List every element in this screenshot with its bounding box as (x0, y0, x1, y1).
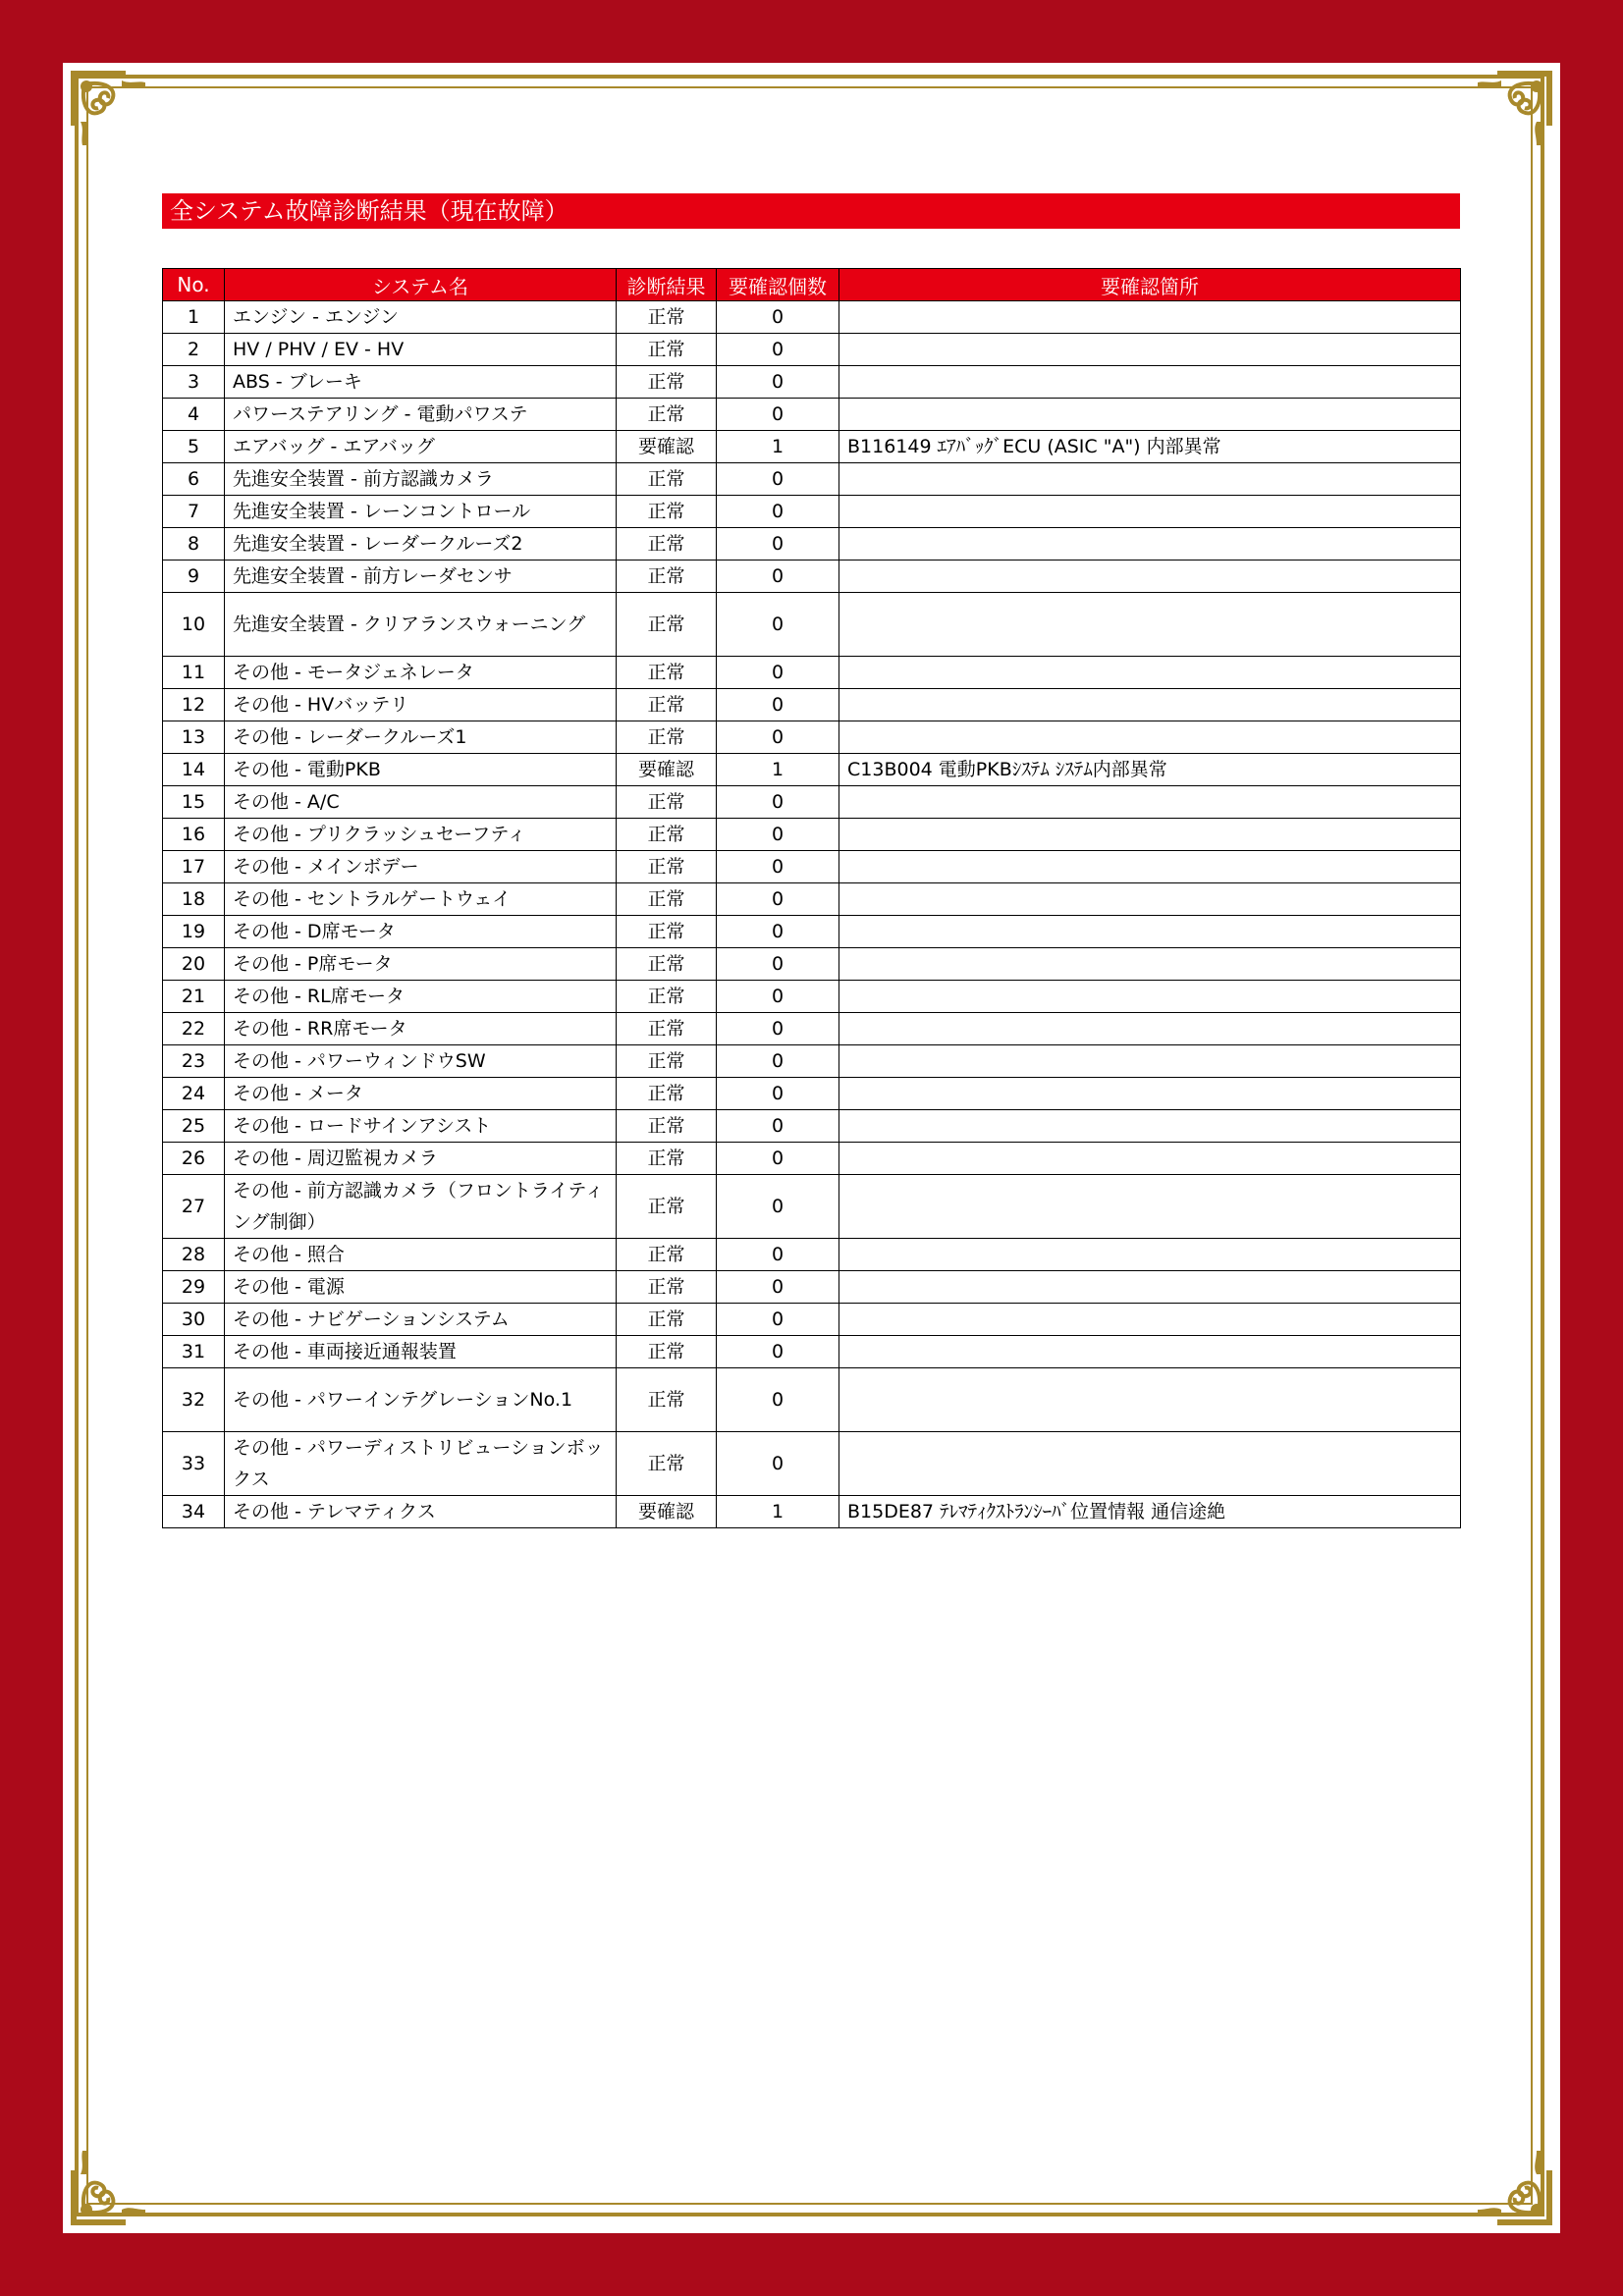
table-row (163, 1336, 1461, 1368)
table-row (163, 981, 1461, 1013)
cell-result: 正常 (617, 657, 717, 689)
table-row (163, 1045, 1461, 1078)
column-header-no: No. (163, 269, 225, 301)
cell-count: 0 (717, 399, 839, 431)
cell-system: その他 - 車両接近通報装置 (225, 1336, 617, 1368)
table-row (163, 721, 1461, 754)
cell-count: 0 (717, 1271, 839, 1304)
cell-count: 0 (717, 981, 839, 1013)
section-title: 全システム故障診断結果（現在故障） (162, 193, 1460, 229)
cell-detail (839, 561, 1461, 593)
cell-detail (839, 1336, 1461, 1368)
table-row (163, 496, 1461, 528)
cell-detail: B15DE87 ﾃﾚﾏﾃｨｸｽﾄﾗﾝｼｰﾊﾞ位置情報 通信途絶 (839, 1496, 1461, 1528)
cell-system: その他 - テレマティクス (225, 1496, 617, 1528)
cell-no: 14 (163, 754, 225, 786)
cell-count: 1 (717, 431, 839, 463)
cell-detail (839, 1271, 1461, 1304)
cell-result: 正常 (617, 786, 717, 819)
cell-system: エンジン - エンジン (225, 301, 617, 334)
cell-detail (839, 1013, 1461, 1045)
cell-system: その他 - 電源 (225, 1271, 617, 1304)
cell-detail (839, 399, 1461, 431)
table-row (163, 1013, 1461, 1045)
cell-no: 34 (163, 1496, 225, 1528)
cell-system: その他 - RR席モータ (225, 1013, 617, 1045)
cell-system: その他 - パワーインテグレーションNo.1 (225, 1368, 617, 1432)
cell-detail (839, 786, 1461, 819)
cell-no: 3 (163, 366, 225, 399)
cell-system: その他 - 前方認識カメラ（フロントライティング制御） (225, 1175, 617, 1239)
cell-no: 27 (163, 1175, 225, 1239)
cell-result: 正常 (617, 819, 717, 851)
cell-detail (839, 1110, 1461, 1143)
cell-result: 要確認 (617, 1496, 717, 1528)
cell-result: 正常 (617, 496, 717, 528)
cell-no: 15 (163, 786, 225, 819)
corner-ornament-icon (1468, 2141, 1556, 2229)
cell-count: 0 (717, 528, 839, 561)
cell-system: その他 - RL席モータ (225, 981, 617, 1013)
cell-system: その他 - プリクラッシュセーフティ (225, 819, 617, 851)
cell-system: その他 - 照合 (225, 1239, 617, 1271)
cell-no: 18 (163, 883, 225, 916)
cell-count: 0 (717, 916, 839, 948)
cell-detail (839, 819, 1461, 851)
cell-result: 正常 (617, 721, 717, 754)
cell-count: 0 (717, 593, 839, 657)
cell-no: 6 (163, 463, 225, 496)
cell-system: その他 - ロードサインアシスト (225, 1110, 617, 1143)
cell-detail: C13B004 電動PKBｼｽﾃﾑ ｼｽﾃﾑ内部異常 (839, 754, 1461, 786)
cell-count: 0 (717, 334, 839, 366)
cell-count: 0 (717, 786, 839, 819)
cell-no: 17 (163, 851, 225, 883)
cell-no: 12 (163, 689, 225, 721)
column-header-system: システム名 (225, 269, 617, 301)
cell-detail (839, 689, 1461, 721)
cell-result: 正常 (617, 1143, 717, 1175)
cell-result: 正常 (617, 1336, 717, 1368)
column-header-detail: 要確認箇所 (839, 269, 1461, 301)
cell-no: 21 (163, 981, 225, 1013)
cell-result: 要確認 (617, 754, 717, 786)
table-row (163, 689, 1461, 721)
cell-count: 0 (717, 301, 839, 334)
cell-detail (839, 1432, 1461, 1496)
cell-no: 8 (163, 528, 225, 561)
cell-system: その他 - レーダークルーズ1 (225, 721, 617, 754)
cell-count: 0 (717, 819, 839, 851)
cell-result: 正常 (617, 981, 717, 1013)
table-row (163, 399, 1461, 431)
cell-result: 正常 (617, 948, 717, 981)
cell-no: 32 (163, 1368, 225, 1432)
cell-no: 19 (163, 916, 225, 948)
cell-result: 正常 (617, 851, 717, 883)
cell-result: 正常 (617, 1078, 717, 1110)
table-row (163, 528, 1461, 561)
cell-detail: B116149 ｴｱﾊﾞｯｸﾞECU (ASIC "A") 内部異常 (839, 431, 1461, 463)
cell-no: 25 (163, 1110, 225, 1143)
cell-count: 0 (717, 721, 839, 754)
cell-no: 31 (163, 1336, 225, 1368)
cell-detail (839, 496, 1461, 528)
cell-count: 0 (717, 463, 839, 496)
cell-result: 正常 (617, 334, 717, 366)
cell-count: 0 (717, 1110, 839, 1143)
cell-count: 0 (717, 689, 839, 721)
cell-result: 正常 (617, 1271, 717, 1304)
cell-result: 正常 (617, 1368, 717, 1432)
cell-detail (839, 948, 1461, 981)
table-row (163, 1432, 1461, 1496)
table-row (163, 1143, 1461, 1175)
table-row (163, 301, 1461, 334)
cell-system: その他 - パワーディストリビューションボックス (225, 1432, 617, 1496)
cell-detail (839, 528, 1461, 561)
cell-detail (839, 1175, 1461, 1239)
table-row (163, 916, 1461, 948)
cell-detail (839, 981, 1461, 1013)
cell-system: その他 - P席モータ (225, 948, 617, 981)
cell-no: 9 (163, 561, 225, 593)
cell-no: 10 (163, 593, 225, 657)
cell-system: その他 - メインボデー (225, 851, 617, 883)
cell-no: 30 (163, 1304, 225, 1336)
cell-system: その他 - 周辺監視カメラ (225, 1143, 617, 1175)
cell-system: 先進安全装置 - 前方レーダセンサ (225, 561, 617, 593)
cell-count: 0 (717, 657, 839, 689)
table-row (163, 463, 1461, 496)
cell-detail (839, 1239, 1461, 1271)
cell-detail (839, 1143, 1461, 1175)
table-row (163, 819, 1461, 851)
cell-system: 先進安全装置 - クリアランスウォーニング (225, 593, 617, 657)
cell-count: 0 (717, 1432, 839, 1496)
cell-system: エアバッグ - エアバッグ (225, 431, 617, 463)
cell-no: 23 (163, 1045, 225, 1078)
cell-count: 0 (717, 1013, 839, 1045)
cell-result: 正常 (617, 301, 717, 334)
cell-result: 正常 (617, 593, 717, 657)
table-header-row (163, 269, 1461, 301)
cell-system: 先進安全装置 - 前方認識カメラ (225, 463, 617, 496)
cell-count: 1 (717, 754, 839, 786)
cell-count: 0 (717, 883, 839, 916)
cell-detail (839, 366, 1461, 399)
cell-system: その他 - HVバッテリ (225, 689, 617, 721)
cell-no: 11 (163, 657, 225, 689)
cell-detail (839, 1304, 1461, 1336)
cell-no: 29 (163, 1271, 225, 1304)
cell-system: ABS - ブレーキ (225, 366, 617, 399)
cell-result: 正常 (617, 1110, 717, 1143)
cell-system: パワーステアリング - 電動パワステ (225, 399, 617, 431)
cell-detail (839, 657, 1461, 689)
cell-result: 正常 (617, 1304, 717, 1336)
table-row (163, 334, 1461, 366)
corner-ornament-icon (1468, 67, 1556, 155)
cell-result: 正常 (617, 1175, 717, 1239)
cell-no: 26 (163, 1143, 225, 1175)
cell-detail (839, 851, 1461, 883)
cell-detail (839, 593, 1461, 657)
cell-count: 0 (717, 1304, 839, 1336)
table-row (163, 593, 1461, 657)
cell-result: 正常 (617, 561, 717, 593)
table-row (163, 948, 1461, 981)
cell-detail (839, 883, 1461, 916)
cell-result: 正常 (617, 883, 717, 916)
cell-result: 正常 (617, 916, 717, 948)
cell-system: 先進安全装置 - レーンコントロール (225, 496, 617, 528)
cell-count: 0 (717, 1336, 839, 1368)
cell-system: その他 - モータジェネレータ (225, 657, 617, 689)
table-body (163, 301, 1461, 1528)
table-row (163, 1496, 1461, 1528)
cell-count: 0 (717, 366, 839, 399)
cell-no: 4 (163, 399, 225, 431)
cell-no: 22 (163, 1013, 225, 1045)
table-row (163, 1368, 1461, 1432)
diagnosis-table (162, 268, 1461, 1528)
cell-no: 24 (163, 1078, 225, 1110)
cell-no: 13 (163, 721, 225, 754)
table-row (163, 1175, 1461, 1239)
cell-result: 要確認 (617, 431, 717, 463)
corner-ornament-icon (67, 67, 155, 155)
cell-detail (839, 721, 1461, 754)
cell-system: その他 - D席モータ (225, 916, 617, 948)
cell-result: 正常 (617, 399, 717, 431)
table-row (163, 366, 1461, 399)
cell-no: 20 (163, 948, 225, 981)
cell-no: 1 (163, 301, 225, 334)
cell-count: 0 (717, 1078, 839, 1110)
table-row (163, 1239, 1461, 1271)
cell-no: 7 (163, 496, 225, 528)
cell-count: 0 (717, 1045, 839, 1078)
cell-count: 0 (717, 1143, 839, 1175)
cell-result: 正常 (617, 366, 717, 399)
cell-count: 0 (717, 948, 839, 981)
cell-detail (839, 1045, 1461, 1078)
cell-result: 正常 (617, 1045, 717, 1078)
column-header-result: 診断結果 (617, 269, 717, 301)
cell-detail (839, 916, 1461, 948)
table-row (163, 657, 1461, 689)
cell-system: その他 - A/C (225, 786, 617, 819)
cell-system: HV / PHV / EV - HV (225, 334, 617, 366)
cell-count: 0 (717, 1239, 839, 1271)
table-row (163, 561, 1461, 593)
cell-no: 16 (163, 819, 225, 851)
cell-system: その他 - パワーウィンドウSW (225, 1045, 617, 1078)
cell-result: 正常 (617, 1013, 717, 1045)
cell-no: 2 (163, 334, 225, 366)
cell-detail (839, 301, 1461, 334)
cell-detail (839, 334, 1461, 366)
cell-count: 0 (717, 1175, 839, 1239)
table-row (163, 1110, 1461, 1143)
corner-ornament-icon (67, 2141, 155, 2229)
table-row (163, 883, 1461, 916)
table-row (163, 786, 1461, 819)
cell-system: その他 - メータ (225, 1078, 617, 1110)
column-header-count: 要確認個数 (717, 269, 839, 301)
cell-count: 0 (717, 851, 839, 883)
cell-detail (839, 1078, 1461, 1110)
table-row (163, 754, 1461, 786)
cell-result: 正常 (617, 689, 717, 721)
cell-system: その他 - セントラルゲートウェイ (225, 883, 617, 916)
cell-no: 5 (163, 431, 225, 463)
cell-result: 正常 (617, 1432, 717, 1496)
table-row (163, 1271, 1461, 1304)
cell-count: 0 (717, 561, 839, 593)
table-row (163, 431, 1461, 463)
cell-result: 正常 (617, 528, 717, 561)
cell-detail (839, 463, 1461, 496)
cell-result: 正常 (617, 463, 717, 496)
cell-no: 28 (163, 1239, 225, 1271)
table-row (163, 1304, 1461, 1336)
cell-no: 33 (163, 1432, 225, 1496)
cell-result: 正常 (617, 1239, 717, 1271)
cell-count: 0 (717, 496, 839, 528)
cell-count: 1 (717, 1496, 839, 1528)
cell-system: その他 - ナビゲーションシステム (225, 1304, 617, 1336)
cell-count: 0 (717, 1368, 839, 1432)
table-row (163, 1078, 1461, 1110)
cell-system: その他 - 電動PKB (225, 754, 617, 786)
cell-detail (839, 1368, 1461, 1432)
cell-system: 先進安全装置 - レーダークルーズ2 (225, 528, 617, 561)
table-row (163, 851, 1461, 883)
